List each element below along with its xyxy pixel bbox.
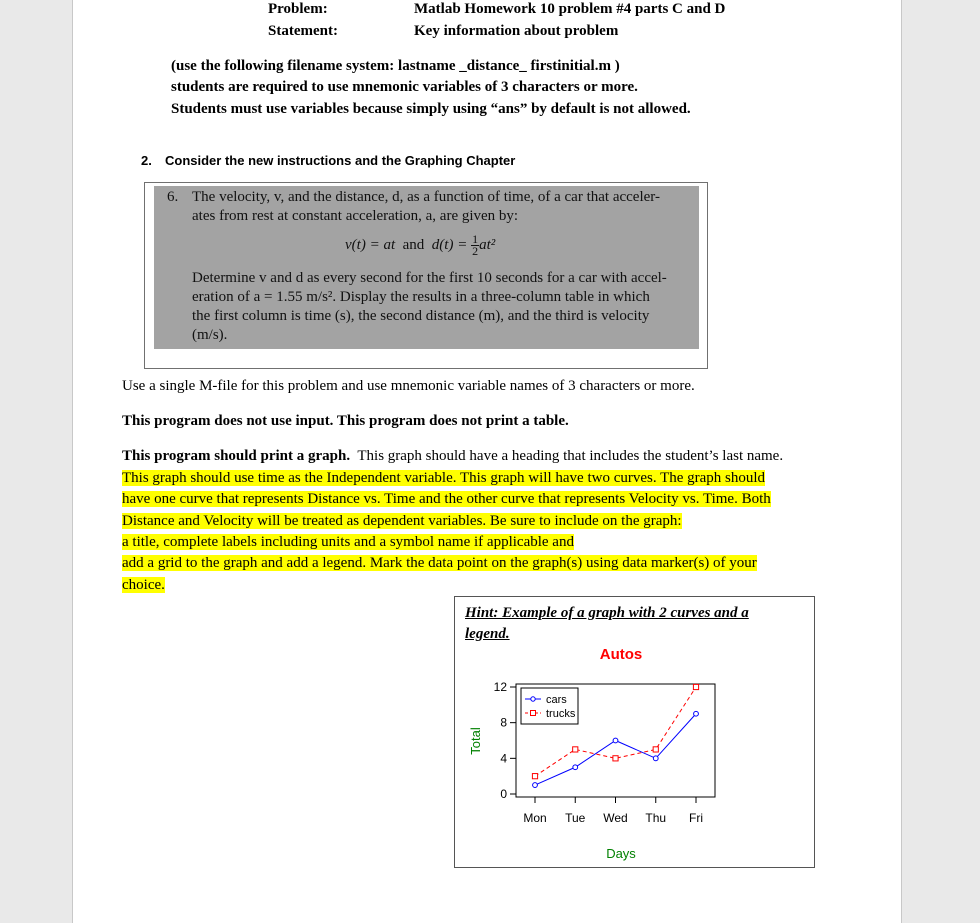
chart-y-label: Total — [468, 727, 483, 755]
point-trucks-tue — [573, 747, 578, 752]
hint-box — [454, 596, 815, 868]
eq-fraction — [471, 234, 479, 257]
highlight-line-5: add a grid to the graph and add a legend. Mark the data point on the graph(s) using data marker(s) of your — [122, 555, 757, 571]
chart-x-label: Days — [606, 846, 636, 861]
instruction-filename: (use the following filename system: lastname _distance_ firstinitial.m ) — [171, 58, 620, 74]
x-tick-label-thu: Thu — [645, 811, 667, 825]
legend-marker-cars — [531, 697, 535, 701]
item-2-heading — [141, 153, 515, 168]
x-tick-label-tue: Tue — [565, 811, 586, 825]
statement-label: Statement: — [268, 23, 338, 39]
instruction-mnemonic: students are required to use mnemonic variables of 3 characters or more. — [171, 79, 638, 95]
eq-velocity: v(t) = at — [345, 236, 396, 253]
instruction-variables: Students must use variables because simply using “ans” by default is not allowed. — [171, 101, 691, 117]
point-trucks-thu — [653, 747, 658, 752]
chart-title: Autos — [599, 646, 643, 663]
x-tick-label-fri: Fri — [689, 811, 703, 825]
point-trucks-mon — [532, 774, 537, 779]
book-line-5: the first column is time (s), the second distance (m), and the third is velocity — [192, 308, 650, 324]
y-tick-label-8: 8 — [500, 715, 507, 730]
point-cars-mon — [533, 783, 538, 788]
highlight-line-6: choice. — [122, 577, 165, 593]
item-2-text: Consider the new instructions and the Graphing Chapter — [165, 153, 516, 168]
point-trucks-wed — [613, 756, 618, 761]
y-tick-label-0: 0 — [500, 787, 507, 801]
legend-marker-trucks — [531, 711, 536, 716]
eq-distance-lhs: d(t) = — [431, 236, 468, 253]
y-tick-label-4: 4 — [500, 751, 507, 766]
graph-heading-text: This graph should have a heading that includes the student’s last name. — [357, 448, 784, 464]
textbook-excerpt-frame — [144, 182, 708, 369]
book-equation — [345, 234, 495, 257]
point-trucks-fri — [693, 684, 698, 689]
x-tick-label-mon: Mon — [523, 811, 547, 825]
book-line-2: ates from rest at constant acceleration, a, are given by: — [192, 208, 519, 224]
point-cars-wed — [613, 738, 618, 743]
graph-paragraph-first — [122, 448, 783, 465]
x-tick-label-wed: Wed — [603, 811, 628, 825]
hl-line-6-wrap — [122, 577, 165, 594]
item-2-number: 2. — [141, 153, 152, 168]
point-cars-fri — [694, 711, 699, 716]
graph-bold-text: This program should print a graph. — [122, 448, 351, 464]
eq-distance-rhs: at² — [479, 236, 496, 253]
highlight-line-4: a title, complete labels including units and a symbol name if applicable and — [122, 534, 574, 550]
example-chart — [455, 637, 814, 867]
hl-line-5-wrap — [122, 555, 757, 572]
point-cars-thu — [653, 756, 658, 761]
legend-label-cars: cars — [546, 694, 567, 706]
statement-value: Key information about problem — [414, 23, 619, 39]
no-input-text: This program does not use input. This program does not print a table. — [122, 413, 569, 429]
hint-title: Hint: Example of a graph with 2 curves and a legend. — [465, 605, 749, 642]
hl-line-3-wrap — [122, 513, 682, 530]
single-mfile-text: Use a single M-file for this problem and use mnemonic variable names of 3 characters or more. — [122, 378, 695, 394]
book-line-1: The velocity, v, and the distance, d, as a function of time, of a car that acceler- — [192, 189, 660, 205]
document-page — [72, 0, 902, 923]
y-tick-label-12: 12 — [493, 680, 507, 694]
hl-line-1-wrap — [122, 470, 765, 487]
highlight-line-1: This graph should use time as the Independent variable. This graph will have two curves. The graph should — [122, 470, 766, 486]
highlight-line-3: Distance and Velocity will be treated as dependent variables. Be sure to include on the graph: — [122, 513, 682, 529]
point-cars-tue — [573, 765, 578, 770]
eq-frac-den: 2 — [472, 244, 479, 258]
book-line-4: eration of a = 1.55 m/s². Display the results in a three-column table in which — [192, 289, 650, 305]
book-line-6: (m/s). — [192, 327, 228, 343]
hl-line-2-wrap — [122, 491, 771, 508]
eq-and: and — [402, 236, 425, 253]
highlight-line-2: have one curve that represents Distance vs. Time and the other curve that represents Velocity vs. Time. Both — [122, 491, 771, 507]
book-number: 6. — [167, 189, 179, 205]
problem-label: Problem: — [268, 1, 328, 17]
problem-value: Matlab Homework 10 problem #4 parts C and D — [414, 1, 726, 17]
eq-frac-num: 1 — [472, 232, 479, 246]
legend-label-trucks: trucks — [546, 708, 576, 720]
hl-line-4-wrap — [122, 534, 574, 551]
book-line-3: Determine v and d as every second for the first 10 seconds for a car with accel- — [192, 270, 667, 286]
textbook-excerpt — [154, 186, 699, 349]
